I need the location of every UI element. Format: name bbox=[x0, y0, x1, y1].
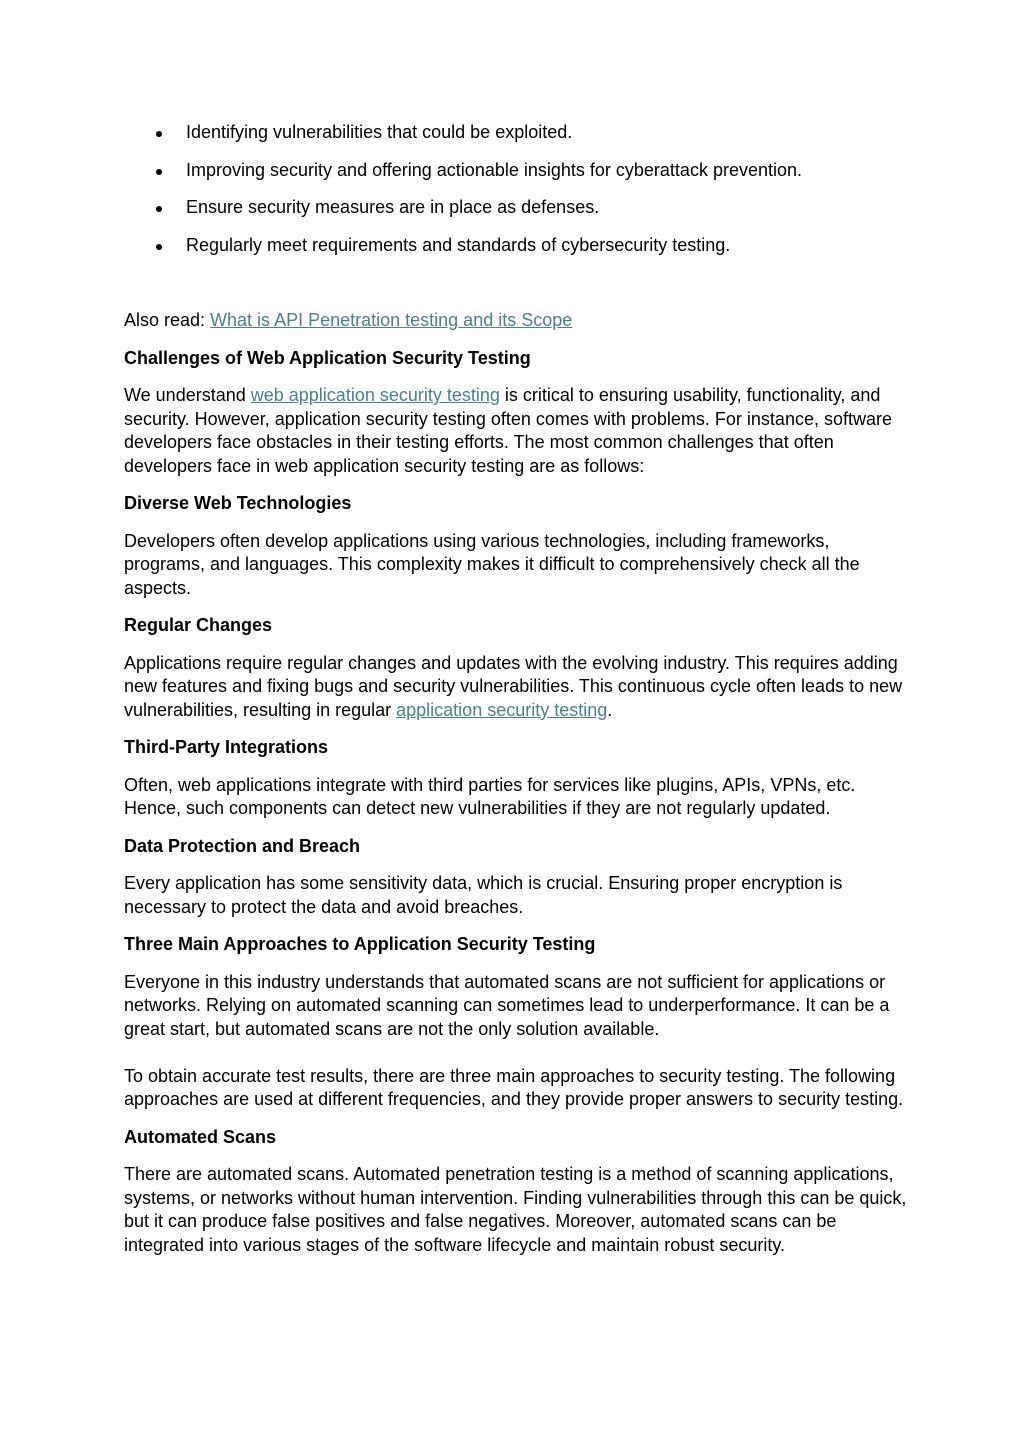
challenges-text-end: is critical to ensuring usability, functionality, and security. However, application security testing often comes with problems. For instance, software developers face obstacles in their testing efforts. The most common challenges that often developers face in web application security testing are as follows: bbox=[124, 385, 892, 476]
approaches-paragraph-1: Everyone in this industry understands that automated scans are not sufficient for applications or networks. Relying on automated scanning can sometimes lead to underperformance. It can be a great start, but automated scans are not the only solution available. bbox=[124, 971, 890, 1039]
third-party-paragraph: Often, web applications integrate with third parties for services like plugins, APIs, VPNs, etc. Hence, such components can detect new vulnerabilities if they are not regularly updated. bbox=[124, 774, 856, 818]
approaches-paragraph-2: To obtain accurate test results, there are three main approaches to security testing. The following approaches are used at different frequencies, and they provide proper answers to security testing. bbox=[124, 1065, 904, 1109]
also-read-label: Also read: bbox=[124, 310, 211, 330]
list-item-text: Regularly meet requirements and standards of cybersecurity testing. bbox=[186, 234, 731, 255]
diverse-tech-heading: Diverse Web Technologies bbox=[124, 493, 352, 513]
api-penetration-testing-link[interactable]: What is API Penetration testing and its Scope bbox=[210, 310, 573, 330]
benefits-list bbox=[124, 121, 914, 257]
bullet-icon bbox=[156, 169, 162, 175]
spacer bbox=[124, 271, 914, 309]
automated-scans-paragraph: There are automated scans. Automated penetration testing is a method of scanning applications, systems, or networks without human intervention. Finding vulnerabilities through this can be quick, but it can produce false positives and false negatives. Moreover, automated scans can be integrated into various stages of the software lifecycle and maintain robust security. bbox=[124, 1164, 907, 1255]
data-protection-heading: Data Protection and Breach bbox=[124, 835, 361, 856]
data-protection-paragraph: Every application has some sensitivity data, which is crucial. Ensuring proper encryption is necessary to protect the data and avoid breaches. bbox=[124, 873, 843, 917]
list-item bbox=[124, 196, 914, 220]
document-body bbox=[124, 121, 914, 1271]
also-read-paragraph bbox=[124, 309, 914, 333]
bullet-icon bbox=[156, 244, 162, 250]
blank-line bbox=[124, 1041, 914, 1065]
list-item-text: Identifying vulnerabilities that could be exploited. bbox=[186, 122, 573, 142]
approaches-heading: Three Main Approaches to Application Security Testing bbox=[124, 934, 596, 954]
list-item bbox=[124, 121, 914, 145]
diverse-tech-paragraph: Developers often develop applications using various technologies, including frameworks, programs, and languages. This complexity makes it difficult to comprehensively check all the aspects. bbox=[124, 530, 860, 598]
regular-changes-paragraph bbox=[124, 652, 914, 723]
automated-scans-heading: Automated Scans bbox=[124, 1126, 277, 1147]
list-item-text: Improving security and offering actionable insights for cyberattack prevention. bbox=[186, 159, 802, 180]
bullet-icon bbox=[156, 131, 162, 137]
challenges-text-start: We understand bbox=[124, 385, 251, 405]
regular-changes-text-end: . bbox=[607, 699, 613, 720]
web-app-security-testing-link[interactable]: web application security testing bbox=[250, 385, 500, 405]
regular-changes-heading: Regular Changes bbox=[124, 615, 273, 635]
application-security-testing-link[interactable]: application security testing bbox=[396, 699, 608, 720]
regular-changes-text-start: Applications require regular changes and updates with the evolving industry. This requires adding new features and fixing bugs and security vulnerabilities. This continuous cycle often leads to new vulnerabilities, resulting in regular bbox=[124, 652, 903, 720]
list-item-text: Ensure security measures are in place as defenses. bbox=[186, 197, 600, 217]
bullet-icon bbox=[156, 206, 162, 212]
third-party-heading: Third-Party Integrations bbox=[124, 737, 329, 757]
list-item bbox=[124, 234, 914, 258]
challenges-paragraph bbox=[124, 384, 914, 478]
list-item bbox=[124, 159, 914, 183]
challenges-heading: Challenges of Web Application Security Testing bbox=[124, 347, 531, 368]
